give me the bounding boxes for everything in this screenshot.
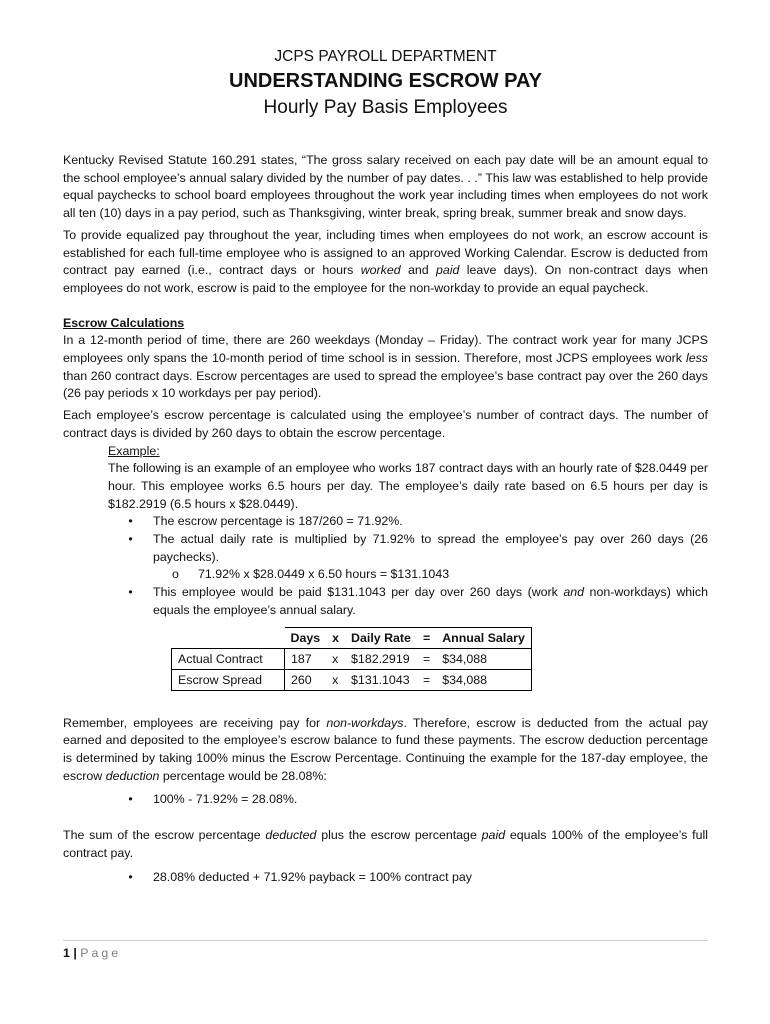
department-heading: JCPS PAYROLL DEPARTMENT	[274, 48, 497, 65]
bullet-icon: •	[128, 514, 133, 529]
bullet-item: • This employee would be paid $131.1043 per day over 260 days (work and non-workdays) which equals the employee’s annual salary.	[108, 584, 708, 619]
section-heading-escrow-calculations: Escrow Calculations	[63, 315, 185, 330]
intro-paragraph-2: To provide equalized pay throughout the year, including times when employees do not work, an escrow account is established for each full-time employee who is assigned to an approved Working Calendar. Escrow is deducted from contract pay earned (i.e., contract days or hours worked and paid leave days). On non-contract days when employees do not work, escrow is paid to the employee for the non-workday to provide an equal paycheck.	[63, 227, 708, 295]
header-annual-salary: Annual Salary	[436, 627, 531, 648]
page-label: Page	[80, 946, 122, 960]
table-row: Actual Contract 187 x $182.2919 = $34,088	[172, 648, 532, 669]
bullet-icon: •	[128, 869, 133, 884]
calc-paragraph-2: Each employee’s escrow percentage is calculated using the employee’s number of contract days. The number of contract days is divided by 260 days to obtain the escrow percentage.	[63, 408, 708, 440]
bullet-item: • 100% - 71.92% = 28.08%.	[108, 791, 708, 809]
example-text: The following is an example of an employee who works 187 contract days with an hourly rate of $28.0449 per hour. This employee works 6.5 hours per day. The employee’s daily rate based on 6.5 hours per day is $182.2919 (6.5 hours x $28.0449).	[108, 461, 708, 511]
escrow-calculation-table	[171, 627, 532, 691]
document-page	[63, 46, 708, 886]
bullet-item: • The actual daily rate is multiplied by 71.92% to spread the employee’s pay over 260 days (26 paychecks).	[108, 531, 708, 566]
document-subtitle: Hourly Pay Basis Employees	[263, 97, 508, 118]
table-row: Escrow Spread 260 x $131.1043 = $34,088	[172, 669, 532, 690]
bullet-icon: •	[128, 585, 133, 600]
circle-bullet-icon: o	[172, 567, 179, 582]
sum-paragraph: The sum of the escrow percentage deducted plus the escrow percentage paid equals 100% of the employee’s full contract pay.	[63, 828, 708, 860]
header-days: Days	[285, 627, 327, 648]
intro-paragraph-1: Kentucky Revised Statute 160.291 states, “The gross salary received on each pay date will be an amount equal to the school employee’s annual salary divided by the number of pay dates. . .” This law was established to help provide equal paychecks to school board employees throughout the work year including times when employees do not work all ten (10) days in a pay period, such as Thanksgiving, winter break, spring break, summer break and snow days.	[63, 153, 708, 221]
table-header-row	[172, 627, 532, 648]
bullet-item: • 28.08% deducted + 71.92% payback = 100% contract pay	[108, 869, 708, 887]
calc-paragraph-1: In a 12-month period of time, there are 260 weekdays (Monday – Friday). The contract work year for many JCPS employees only spans the 10-month period of time school is in session. Therefore, most JCPS employees work less than 260 contract days. Escrow percentages are used to spread the employee’s base contract pay over the 260 days (26 pay periods x 10 workdays per pay period).	[63, 333, 708, 401]
bullet-icon: •	[128, 532, 133, 547]
bullet-icon: •	[128, 792, 133, 807]
page-number: 1	[63, 946, 70, 960]
page-footer: 1 | Page	[63, 940, 708, 962]
header-equals: =	[417, 627, 436, 648]
example-label: Example:	[108, 443, 160, 458]
header-times: x	[326, 627, 345, 648]
sub-bullet-item: o 71.92% x $28.0449 x 6.50 hours = $131.1043	[153, 566, 708, 584]
header-daily-rate: Daily Rate	[345, 627, 417, 648]
remember-paragraph: Remember, employees are receiving pay for non-workdays. Therefore, escrow is deducted from the actual pay earned and deposited to the employee’s escrow balance to fund these payments. The escrow deduction percentage is determined by taking 100% minus the Escrow Percentage. Continuing the example for the 187-day employee, the escrow deduction percentage would be 28.08%:	[63, 715, 708, 783]
bullet-item: • The escrow percentage is 187/260 = 71.92%.	[108, 513, 708, 531]
document-title: UNDERSTANDING ESCROW PAY	[229, 70, 542, 92]
